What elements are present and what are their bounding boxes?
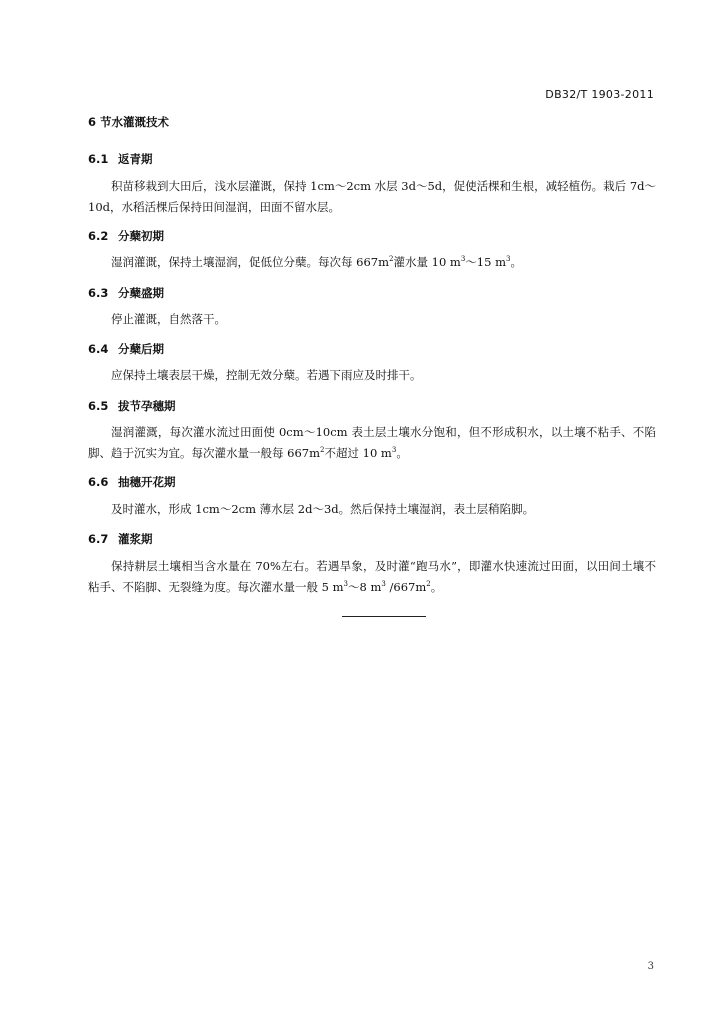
superscript: 3 [381, 580, 386, 588]
section-number: 6.5 [88, 399, 109, 413]
section-paragraph-6-6: 及时灌水，形成 1cm～2cm 薄水层 2d～3d。然后保持土壤湿润，表土层稍陷脚。 [111, 502, 535, 516]
section-title: 分蘖初期 [118, 229, 164, 243]
paragraph-text: ～8 m [348, 580, 382, 594]
section-number: 6.3 [88, 286, 109, 300]
paragraph-text: 湿润灌溉，每次灌水流过田面使 0cm～10cm 表土层土壤水分饱和，但不形成积水，以土壤不粘手、不陷脚、趋于沉实为宜。每次灌水量一般每 667m [88, 425, 656, 460]
section-paragraph-6-7 [88, 556, 656, 598]
section-heading-6-6 [88, 474, 176, 490]
section-number: 6.6 [88, 475, 109, 489]
end-of-text-rule [342, 616, 426, 617]
section-heading-6-2 [88, 228, 164, 244]
section-title: 拔节孕穗期 [118, 399, 176, 413]
section-number: 6.1 [88, 152, 109, 166]
section-title: 分蘖后期 [118, 342, 164, 356]
chapter-title: 6 节水灌溉技术 [88, 115, 170, 129]
paragraph-text: /667m [385, 580, 427, 594]
paragraph-text: 。 [430, 580, 443, 594]
section-title: 返青期 [118, 152, 153, 166]
section-title: 抽穗开花期 [118, 475, 176, 489]
section-number: 6.2 [88, 229, 109, 243]
section-heading-6-4 [88, 341, 164, 357]
section-number: 6.4 [88, 342, 109, 356]
section-heading-6-5 [88, 398, 176, 414]
superscript: 2 [320, 446, 325, 454]
section-paragraph-6-4: 应保持土壤表层干燥，控制无效分蘖。若遇下雨应及时排干。 [111, 368, 422, 382]
section-paragraph-6-1: 积苗移栽到大田后，浅水层灌溉，保持 1cm～2cm 水层 3d～5d，促使活棵和生根，减轻植伤。栽后 7d～10d，水稻活棵后保持田间湿润，田面不留水层。 [88, 179, 656, 214]
section-paragraph-6-2 [88, 252, 656, 273]
paragraph-text: 保持耕层土壤相当含水量在 70%左右。若遇旱象，及时灌“跑马水”，即灌水快速流过田面，以田间土壤不粘手、不陷脚、无裂缝为度。每次灌水量一般 5 m [88, 559, 656, 594]
paragraph-text: 湿润灌溉，保持土壤湿润，促低位分蘖。每次每 667m [111, 255, 390, 269]
page-number: 3 [647, 961, 654, 972]
paragraph-text: 不超过 10 m [324, 446, 392, 460]
paragraph-text: ～15 m [465, 255, 507, 269]
superscript: 2 [389, 255, 394, 263]
paragraph-text: 灌水量 10 m [393, 255, 461, 269]
superscript: 3 [343, 580, 348, 588]
section-heading-6-3 [88, 285, 164, 301]
section-paragraph-6-3: 停止灌溉，自然落干。 [111, 312, 226, 326]
section-title: 分蘖盛期 [118, 286, 164, 300]
superscript: 3 [460, 255, 466, 263]
document-code-header: DB32/T 1903-2011 [545, 88, 654, 101]
section-heading-6-7 [88, 531, 153, 547]
superscript: 3 [391, 446, 397, 454]
section-paragraph-6-5 [88, 422, 656, 464]
paragraph-text: 。 [396, 446, 408, 460]
superscript: 3 [506, 255, 511, 263]
section-title: 灌浆期 [118, 532, 153, 546]
section-heading-6-1 [88, 151, 153, 167]
section-number: 6.7 [88, 532, 109, 546]
superscript: 2 [426, 580, 431, 588]
paragraph-text: 。 [510, 255, 522, 269]
